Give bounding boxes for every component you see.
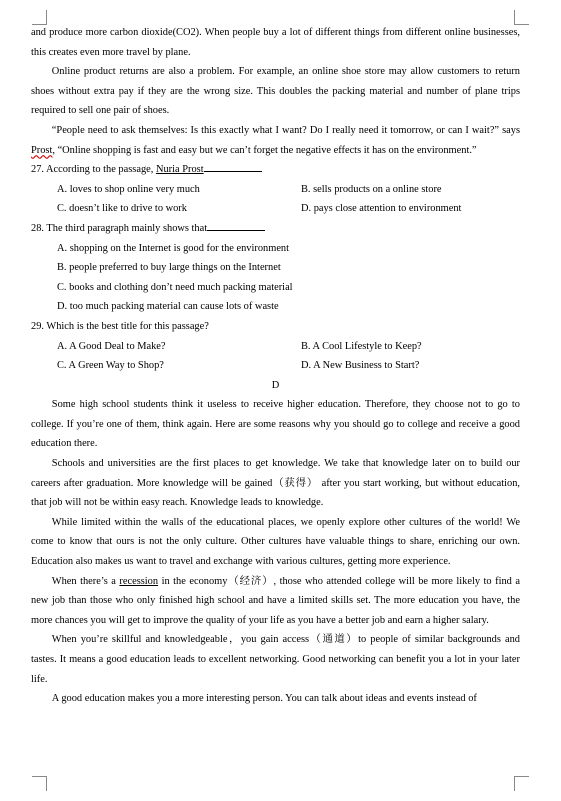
option-a: A. loves to shop online very much <box>57 183 200 195</box>
quote-text: “People need to ask themselves: Is this exactly what I want? Do I really need it tomorrow, or can I wait?” says <box>51 124 520 136</box>
option-d: D. pays close attention to environment <box>301 203 462 215</box>
option-c: C. books and clothing don’t need much packing material <box>57 281 293 293</box>
question-27-options-row2 <box>31 199 520 219</box>
paragraph: Schools and universities are the first places to get knowledge. We take that knowledge later on to build our careers after graduation. More knowledge will be gained（获得） after you start working, but without education, that job will not be within easy reach. Knowledge leads to knowledge. <box>31 458 520 509</box>
question-29-options-row2 <box>31 356 520 376</box>
option-d: D. A New Business to Start? <box>301 360 420 372</box>
option-d: D. too much packing material can cause lots of waste <box>57 301 279 313</box>
paragraph: Some high school students think it useless to receive higher education. Therefore, they choose not to go to college. If you’re one of them, think again. Here are some reasons why you should go to college and receive a good education there. <box>31 399 520 450</box>
question-29-stem: 29. Which is the best title for this passage? <box>31 320 209 332</box>
question-27-options-row1 <box>31 180 520 200</box>
paragraph: When you’re skillful and knowledgeable，you gain access（通道）to people of similar backgrounds and tastes. It means a good education leads to excellent networking. Good networking can benefit you a lot in your later life. <box>31 634 520 685</box>
paragraph-text: When there’s a <box>51 575 116 587</box>
section-heading: D <box>271 379 280 391</box>
paragraph <box>31 121 520 160</box>
question-29-options-row1 <box>31 337 520 357</box>
option-a: A. A Good Deal to Make? <box>57 340 166 352</box>
paragraph-text: in the economy（经济）, those who attended college will be more likely to find a new job than those who only finished high school and have a limited skills set. The more education you have, the more chances you will get to improve the quality of your life as you have a better job and earn a higher salary. <box>31 575 520 626</box>
option-c: C. A Green Way to Shop? <box>57 360 164 372</box>
paragraph: A good education makes you a more interesting person. You can talk about ideas and events instead of <box>51 693 477 705</box>
question-28-stem <box>31 219 520 239</box>
document-page <box>31 23 520 709</box>
name-text: Nuria Prost <box>155 164 204 176</box>
option-c: C. doesn’t like to drive to work <box>57 203 187 215</box>
option-b: B. people preferred to buy large things on the Internet <box>57 262 281 274</box>
answer-blank <box>207 220 265 231</box>
question-text: 28. The third paragraph mainly shows that <box>31 222 208 234</box>
paragraph: While limited within the walls of the educational places, we openly explore other cultures of the world! We come to know that ours is not the only culture. Other cultures have valuable things to share, enriching our own. Education also makes us want to travel and exchange with various cultures, getting more experience. <box>31 516 520 568</box>
spellcheck-word: Prost <box>31 144 53 156</box>
question-text: 27. According to the passage, <box>31 164 154 176</box>
quote-text-end: , “Online shopping is fast and easy but we can’t forget the negative effects it has on the environment.” <box>52 144 477 156</box>
option-b: B. sells products on a online store <box>301 183 442 195</box>
underlined-word: recession <box>119 575 159 587</box>
answer-blank <box>204 161 262 172</box>
question-27-stem <box>31 160 520 180</box>
crop-mark-bottom-right <box>514 776 529 791</box>
crop-mark-bottom-left <box>32 776 47 791</box>
option-b: B. A Cool Lifestyle to Keep? <box>301 340 422 352</box>
paragraph: and produce more carbon dioxide(CO2). When people buy a lot of different things from different online businesses, this creates even more travel by plane. <box>31 27 520 58</box>
paragraph <box>31 572 520 631</box>
paragraph: Online product returns are also a problem. For example, an online shoe store may allow customers to return shoes without extra pay if they are the wrong size. This doubles the packing material and number of plane trips required to sell one pair of shoes. <box>31 66 520 117</box>
option-a: A. shopping on the Internet is good for the environment <box>57 242 290 254</box>
